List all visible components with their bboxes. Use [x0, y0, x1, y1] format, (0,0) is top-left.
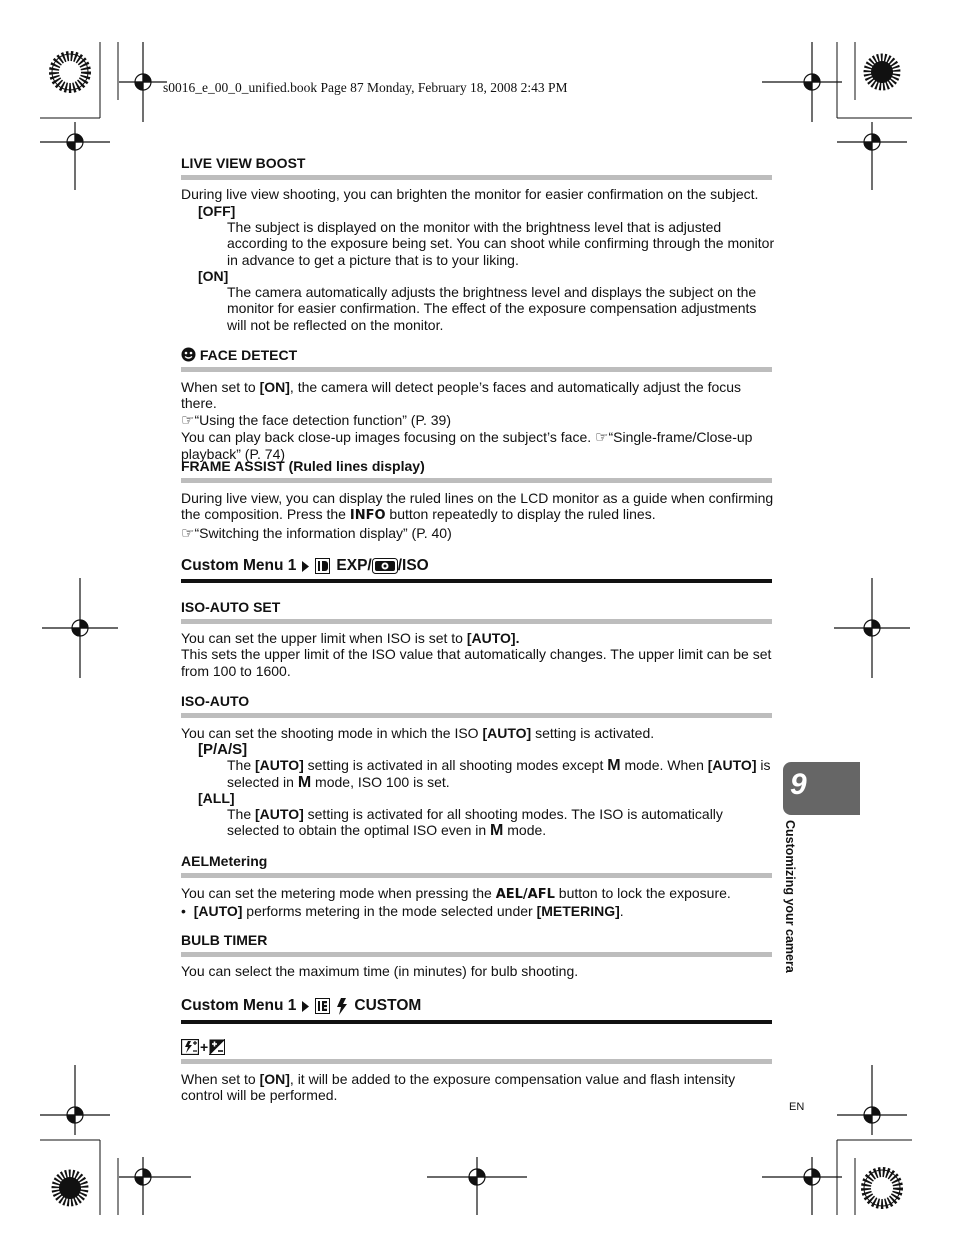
text-bold: [ON]	[259, 379, 290, 395]
mode-m-symbol: M	[607, 757, 621, 774]
iso-auto-set-body	[181, 630, 776, 679]
section-title-face-detect	[181, 347, 297, 363]
text: When set to	[181, 379, 260, 395]
menu-e-icon	[315, 998, 330, 1014]
text: is selected in	[227, 757, 771, 791]
text: mode.	[503, 822, 547, 839]
page-reference-icon: ☞	[181, 524, 195, 542]
text-bold: [AUTO]	[707, 757, 757, 773]
text: When set to	[181, 1071, 260, 1087]
chapter-number: 9	[790, 768, 807, 801]
section-rule	[181, 713, 772, 718]
text: You can set the shooting mode in which the ISO	[181, 725, 483, 741]
reference-text: “Using the face detection function” (P. 39)	[194, 411, 452, 428]
text: You can set the metering mode when pressing the	[181, 885, 496, 901]
text: The	[227, 806, 256, 822]
text: This sets the upper limit of the ISO value that automatically changes. The upper limit can be set from 100 to 1600.	[181, 646, 772, 679]
text: , it will be added to the exposure compensation value and flash intensity control will be performed.	[181, 1071, 736, 1104]
section-rule	[181, 952, 772, 957]
triangle-right-icon	[302, 561, 309, 572]
face-detect-title: FACE DETECT	[199, 347, 298, 363]
face-detect-body	[181, 379, 776, 462]
flash-exposure-body	[181, 1071, 776, 1104]
iso-label: /ISO	[397, 557, 429, 574]
heading-rule	[181, 1020, 772, 1024]
custom-menu-label: Custom Menu 1	[181, 557, 297, 574]
text-bold: [AUTO]	[255, 806, 304, 822]
text: .	[619, 903, 624, 920]
text: The	[227, 757, 256, 773]
triangle-right-icon	[302, 1001, 309, 1012]
text-bold: [AUTO]	[193, 903, 243, 920]
text: mode. When	[620, 757, 708, 773]
option-pas-text	[227, 757, 775, 792]
heading-rule	[181, 579, 772, 583]
language-label: EN	[789, 1101, 805, 1113]
text-bold: [METERING]	[536, 903, 620, 920]
plus-sign: +	[200, 1039, 209, 1055]
mode-m-symbol: M	[490, 822, 504, 840]
section-title-iso-auto: ISO-AUTO	[181, 693, 250, 709]
ael-metering-body	[181, 885, 776, 920]
reference-text: “Single-frame/Close-up playback” (P. 74)	[181, 428, 753, 463]
section-rule	[181, 367, 772, 372]
exposure-compensation-icon	[209, 1039, 225, 1055]
frame-assist-body	[181, 490, 776, 542]
info-button-label: INFO	[349, 508, 386, 524]
option-all-text	[227, 806, 775, 840]
section-rule	[181, 619, 772, 624]
section-rule	[181, 175, 772, 180]
bulb-timer-body: You can select the maximum time (in minutes) for bulb shooting.	[181, 963, 579, 979]
option-off-text: The subject is displayed on the monitor with the brightness level that is adjusted according to the exposure being set. You can shoot while confirming through the monitor in advance to get a picture that is to your liking.	[227, 219, 775, 268]
section-rule	[181, 873, 772, 878]
option-off-label: [OFF]	[198, 203, 236, 219]
text: button repeatedly to display the ruled lines.	[385, 506, 656, 523]
text: setting is activated for all shooting modes. The ISO is automatically selected to obtain the optimal ISO even in	[227, 806, 723, 839]
custom-label: CUSTOM	[354, 997, 422, 1014]
custom-menu-d-heading	[181, 557, 429, 575]
menu-d-icon	[315, 558, 330, 574]
flash-compensation-icon	[181, 1039, 199, 1055]
reference-text: “Switching the information display” (P. 40)	[194, 524, 452, 541]
text: button to lock the exposure.	[554, 885, 731, 901]
page-reference-icon: ☞	[595, 428, 609, 446]
bullet: •	[181, 903, 194, 920]
text: setting is activated.	[531, 725, 655, 741]
section-title-ael-metering: AELMetering	[181, 853, 268, 869]
text: mode, ISO 100 is set.	[311, 774, 450, 791]
section-title-bulb-timer: BULB TIMER	[181, 932, 268, 948]
metering-icon	[372, 558, 398, 574]
option-on-text: The camera automatically adjusts the brightness level and displays the subject on the monitor for easier confirmation. The effect of the exposure compensation adjustments will not be reflected on the monitor.	[227, 284, 757, 333]
option-on-label: [ON]	[198, 268, 229, 284]
page-reference-icon: ☞	[181, 411, 195, 429]
page-header: s0016_e_00_0_unified.book Page 87 Monday, February 18, 2008 2:43 PM	[163, 80, 568, 95]
chapter-label: Customizing your camera	[783, 820, 797, 973]
flash-icon	[336, 998, 348, 1015]
mode-m-symbol: M	[297, 774, 312, 792]
option-all-label: [ALL]	[198, 790, 235, 806]
text-bold: [AUTO]	[255, 757, 304, 773]
custom-menu-label: Custom Menu 1	[181, 997, 297, 1014]
live-view-boost-intro: During live view shooting, you can brighten the monitor for easier confirmation on the subject.	[181, 186, 759, 202]
text: , the camera will detect people’s faces and automatically adjust the focus there.	[181, 379, 742, 412]
iso-auto-intro	[181, 725, 776, 741]
exp-label: EXP/	[336, 557, 372, 574]
section-title-frame-assist: FRAME ASSIST (Ruled lines display)	[181, 458, 425, 474]
ael-afl-button-label: AEL/AFL	[495, 887, 555, 902]
face-icon	[181, 347, 196, 362]
text-bold: [ON]	[259, 1071, 290, 1087]
custom-menu-e-heading	[181, 997, 421, 1015]
section-title-iso-auto-set: ISO-AUTO SET	[181, 599, 281, 615]
text-bold: [AUTO].	[466, 630, 520, 646]
section-rule	[181, 478, 772, 483]
text: setting is activated in all shooting modes except	[303, 757, 608, 773]
text-bold: [AUTO]	[482, 725, 532, 741]
section-rule	[181, 1059, 772, 1064]
text: performs metering in the mode selected under	[242, 903, 537, 920]
section-title-live-view-boost: LIVE VIEW BOOST	[181, 155, 306, 171]
text: You can set the upper limit when ISO is set to	[181, 630, 467, 646]
text: You can play back close-up images focusing on the subject’s face.	[181, 428, 592, 445]
section-title-flash-exposure	[181, 1039, 225, 1055]
text: During live view, you can display the ruled lines on the LCD monitor as a guide when confirming the composition. Press the	[181, 490, 774, 523]
option-pas-label: [P/A/S]	[198, 741, 248, 758]
